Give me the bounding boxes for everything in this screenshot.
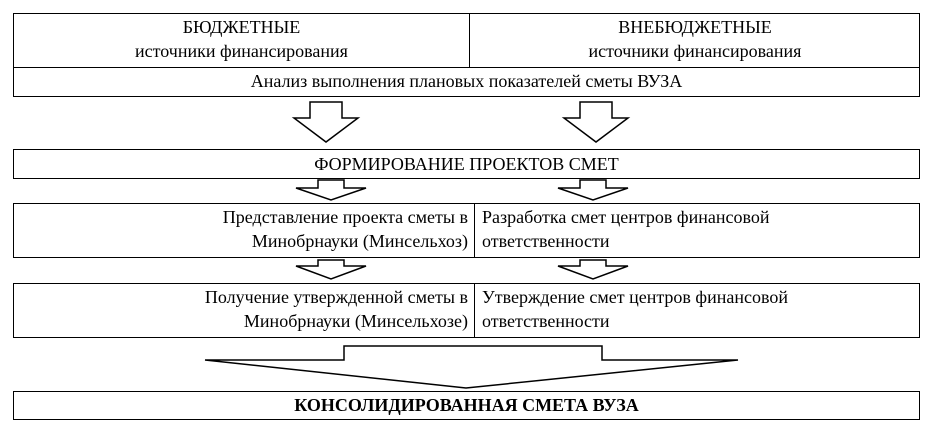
formation-text: ФОРМИРОВАНИЕ ПРОЕКТОВ СМЕТ: [314, 154, 619, 174]
merge-arrow-icon: [205, 346, 738, 388]
down-arrow-icon: [296, 180, 366, 200]
submit-right-line2: ответственности: [482, 231, 610, 251]
extra-source-title: ВНЕБЮДЖЕТНЫЕ: [618, 17, 772, 37]
down-arrow-icon: [558, 180, 628, 200]
down-arrow-icon: [564, 102, 628, 142]
budget-source-title: БЮДЖЕТНЫЕ: [182, 17, 301, 37]
analysis-text: Анализ выполнения плановых показателей сметы ВУЗА: [250, 71, 683, 91]
down-arrow-icon: [294, 102, 358, 142]
submit-left-line1: Представление проекта сметы в: [222, 207, 468, 227]
approve-right-line1: Утверждение смет центров финансовой: [482, 287, 788, 307]
approve-right-line2: ответственности: [482, 311, 610, 331]
consolidated-text: КОНСОЛИДИРОВАННАЯ СМЕТА ВУЗА: [294, 395, 639, 415]
approve-left-line2: Минобрнауки (Минсельхозе): [243, 311, 468, 331]
down-arrow-icon: [296, 260, 366, 279]
budget-source-subtitle: источники финансирования: [135, 41, 348, 61]
approve-left-line1: Получение утвержденной сметы в: [204, 287, 468, 307]
down-arrow-icon: [558, 260, 628, 279]
extra-source-subtitle: источники финансирования: [588, 41, 802, 61]
submit-right-line1: Разработка смет центров финансовой: [482, 207, 770, 227]
submit-left-line2: Минобрнауки (Минсельхоз): [251, 231, 468, 251]
